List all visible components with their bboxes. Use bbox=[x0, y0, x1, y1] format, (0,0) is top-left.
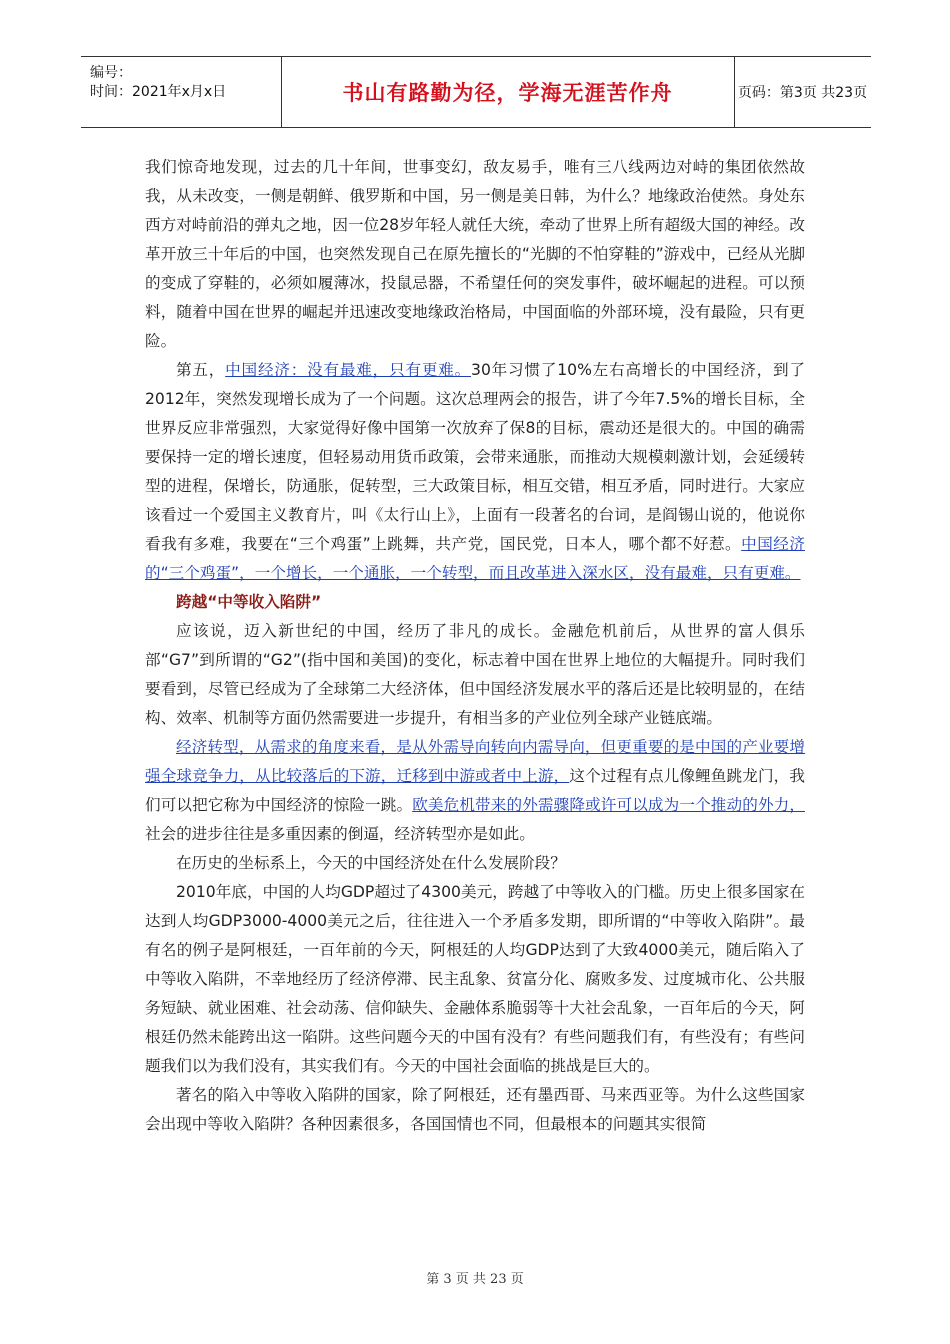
document-number-label: 编号： bbox=[90, 65, 132, 81]
paragraph-text: 这个过程有点儿像鲤鱼跳龙门，我们可以把它称为中国经济的惊险一跳。 bbox=[145, 767, 805, 814]
page-footer: 第 3 页 共 23 页 bbox=[426, 1272, 524, 1287]
link-three-eggs[interactable]: 中国经济的“三个鸡蛋”，一个增长，一个通胀，一个转型，而且改革进入深水区，没有最难，只有更难。 bbox=[145, 535, 805, 582]
document-body bbox=[145, 153, 805, 1139]
paragraph-text: 社会的进步往往是多重因素的倒逼，经济转型亦是如此。 bbox=[145, 825, 535, 843]
document-date-label: 时间：2021年x月x日 bbox=[90, 84, 227, 100]
link-transformation[interactable]: 经济转型，从需求的角度来看，是从外需导向转向内需导向，但更重要的是中国的产业要增强全球竞争力，从比较落后的下游，迁移到中游或者中上游， bbox=[145, 738, 805, 785]
paragraph-economy bbox=[145, 356, 805, 588]
paragraph-prefix: 第五， bbox=[176, 361, 226, 379]
paragraph-growth: 应该说，迈入新世纪的中国，经历了非凡的成长。金融危机前后，从世界的富人俱乐部“G7”到所谓的“G2”(指中国和美国)的变化，标志着中国在世界上地位的大幅提升。同时我们要看到，尽管已经成为了全球第二大经济体，但中国经济发展水平的落后还是比较明显的，在结构、效率、机制等方面仍然需要进一步提升，有相当多的产业位列全球产业链底端。 bbox=[145, 622, 805, 727]
paragraph-text: 30年习惯了10%左右高增长的中国经济，到了2012年，突然发现增长成为了一个问题。这次总理两会的报告，讲了今年7.5%的增长目标，全世界反应非常强烈，大家觉得好像中国第一次放弃了保8的目标，震动还是很大的。中国的确需要保持一定的增长速度，但轻易动用货币政策，会带来通胀，而推动大规模刺激计划，会延缓转型的进程，保增长，防通胀，促转型，三大政策目标，相互交错，相互矛盾，同时进行。大家应该看过一个爱国主义教育片，叫《太行山上》，上面有一段著名的台词，是阎锡山说的，他说你看我有多难，我要在“三个鸡蛋”上跳舞，共产党，国民党，日本人，哪个都不好惹。 bbox=[145, 361, 805, 553]
link-economy-heading[interactable]: 中国经济：没有最难，只有更难。 bbox=[225, 361, 472, 379]
header-page-cell bbox=[734, 57, 871, 127]
header-meta bbox=[81, 57, 282, 127]
page-header bbox=[81, 56, 871, 128]
paragraph-transformation bbox=[145, 733, 805, 849]
link-external-force[interactable]: 欧美危机带来的外需骤降或许可以成为一个推动的外力， bbox=[412, 796, 805, 814]
header-motto: 书山有路勤为径，学海无涯苦作舟 bbox=[342, 81, 673, 105]
paragraph-question: 在历史的坐标系上，今天的中国经济处在什么发展阶段？ bbox=[176, 854, 566, 872]
paragraph-geopolitics: 我们惊奇地发现，过去的几十年间，世事变幻，敌友易手，唯有三八线两边对峙的集团依然故我，从未改变，一侧是朝鲜、俄罗斯和中国，另一侧是美日韩，为什么？地缘政治使然。身处东西方对峙前沿的弹丸之地，因一位28岁年轻人就任大统，牵动了世界上所有超级大国的神经。改革开放三十年后的中国，也突然发现自己在原先擅长的“光脚的不怕穿鞋的”游戏中，已经从光脚的变成了穿鞋的，必须如履薄冰，投鼠忌器，不希望任何的突发事件，破坏崛起的进程。可以预料，随着中国在世界的崛起并迅速改变地缘政治格局，中国面临的外部环境，没有最险，只有更险。 bbox=[145, 158, 805, 350]
section-title: 跨越“中等收入陷阱” bbox=[176, 593, 322, 611]
header-motto-cell bbox=[281, 57, 735, 127]
paragraph-middle-income: 2010年底，中国的人均GDP超过了4300美元，跨越了中等收入的门槛。历史上很多国家在达到人均GDP3000-4000美元之后，往往进入一个矛盾多发期，即所谓的“中等收入陷阱”。最有名的例子是阿根廷，一百年前的今天，阿根廷的人均GDP达到了大致4000美元，随后陷入了中等收入陷阱，不幸地经历了经济停滞、民主乱象、贫富分化、腐败多发、过度城市化、公共服务短缺、就业困难、社会动荡、信仰缺失、金融体系脆弱等十大社会乱象，一百年后的今天，阿根廷仍然未能跨出这一陷阱。这些问题今天的中国有没有？有些问题我们有，有些没有；有些问题我们以为我们没有，其实我们有。今天的中国社会面临的挑战是巨大的。 bbox=[145, 883, 805, 1075]
paragraph-trap-countries: 著名的陷入中等收入陷阱的国家，除了阿根廷，还有墨西哥、马来西亚等。为什么这些国家会出现中等收入陷阱？各种因素很多，各国国情也不同，但最根本的问题其实很简 bbox=[145, 1086, 805, 1133]
header-page-info: 页码：第3页 共23页 bbox=[737, 85, 868, 101]
